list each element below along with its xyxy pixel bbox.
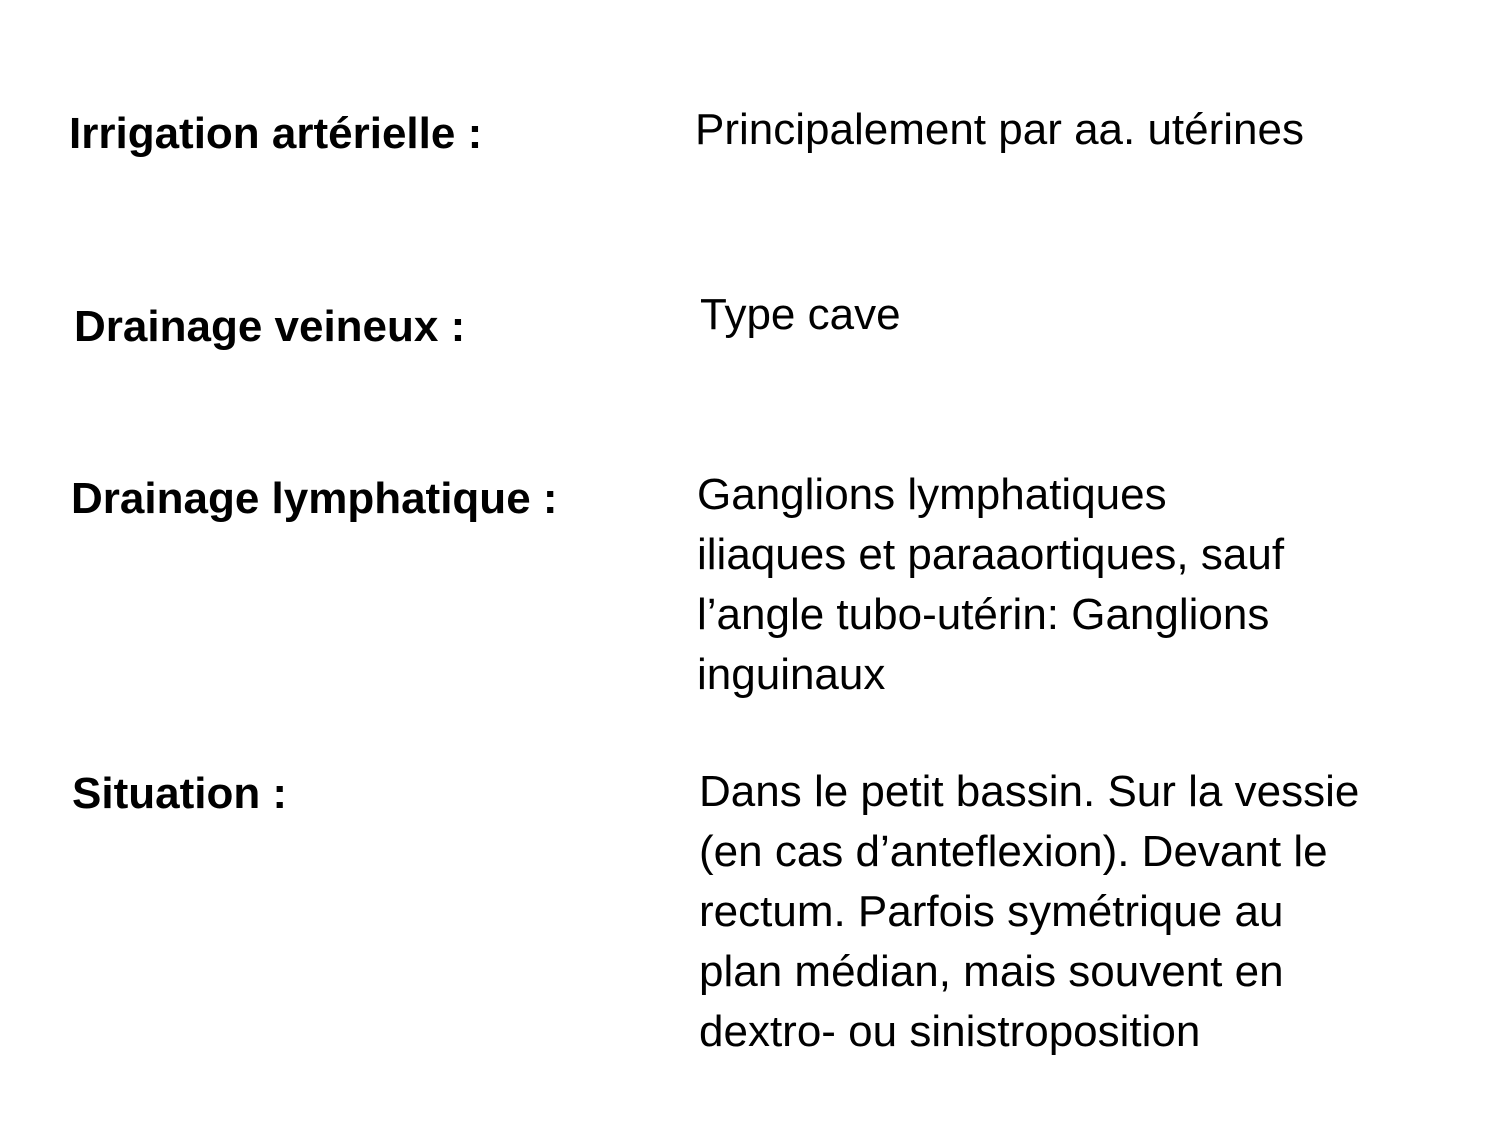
value-line: Dans le petit bassin. Sur la vessie [699,767,1360,816]
value-line: dextro- ou sinistroposition [699,1007,1201,1056]
value-line: rectum. Parfois symétrique au [699,887,1284,936]
value-line: Type cave [700,290,901,339]
label-drainage-lymphatique: Drainage lymphatique : [71,474,558,523]
value-drainage-lymphatique [697,465,1284,705]
label-irrigation-arterielle: Irrigation artérielle : [69,109,483,158]
value-line: iliaques et paraaortiques, sauf [697,530,1285,579]
label-drainage-veineux: Drainage veineux : [74,302,466,351]
value-line: inguinaux [697,650,886,699]
value-line: l’angle tubo-utérin: Ganglions [697,590,1270,639]
value-line: Ganglions lymphatiques [697,470,1167,519]
value-situation [699,762,1359,1062]
label-situation: Situation : [72,769,288,818]
value-line: plan médian, mais souvent en [699,947,1284,996]
value-line: Principalement par aa. utérines [695,105,1304,154]
value-drainage-veineux [700,285,901,345]
value-irrigation-arterielle [695,100,1304,160]
value-line: (en cas d’anteflexion). Devant le [699,827,1328,876]
